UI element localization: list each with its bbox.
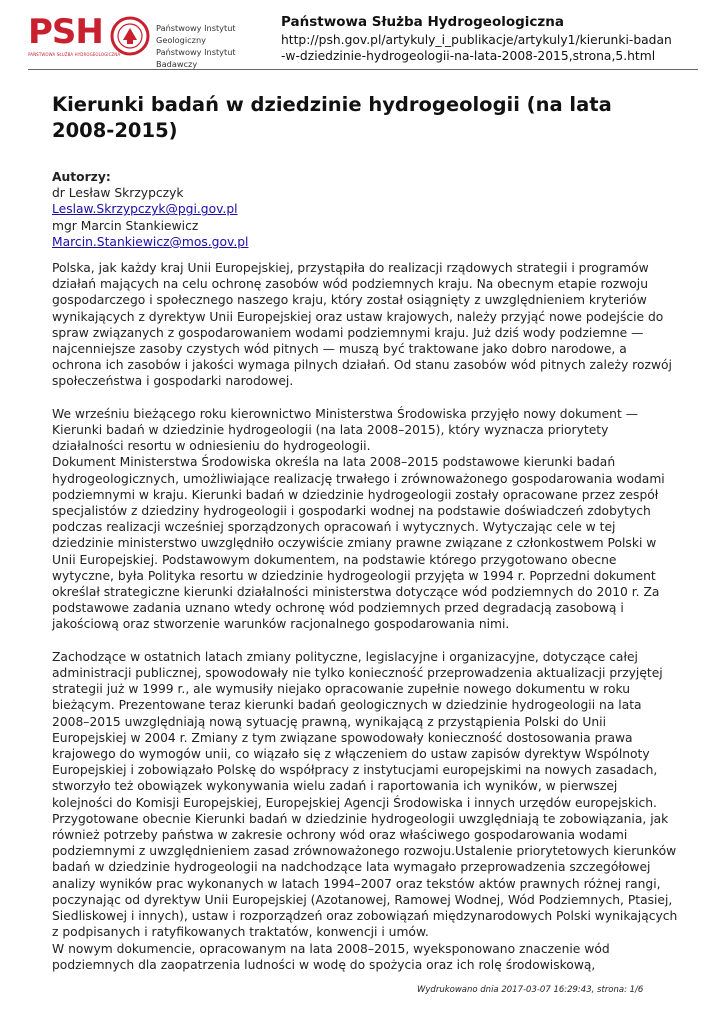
psh-logo[interactable] bbox=[28, 12, 260, 69]
body-line: określał strategiczne kierunki działalności ministerstwa dotyczące wód podziemnych do 2010 r. Za bbox=[52, 585, 660, 600]
body-line: ochrona ich zasobów i jakości wymaga pilnych działań. Od stanu zasobów wód pitnych zależy rozwój bbox=[52, 358, 672, 373]
body-line: gospodarczego i społecznego naszego kraju, który został osiągnięty z uwzględnieniem kryteriów bbox=[52, 293, 647, 308]
body-line: stworzyło też obowiązek wykonywania wielu zadań i raportowania ich wyników, w pierwszej bbox=[52, 779, 618, 794]
body-line: Kierunki badań w dziedzinie hydrogeologii (na lata 2008–2015), który wyznacza priorytety bbox=[52, 423, 609, 438]
institute-name bbox=[156, 22, 260, 70]
body-line: krajowego do wymogów unii, co wiązało się z włączeniem do ustaw zapisów dyrektyw Wspólnoty bbox=[52, 747, 650, 762]
body-line: podstawowe zadania uznano wtedy ochronę wód podziemnych przed degradacją zasobową i bbox=[52, 601, 624, 616]
body-line: działalności resortu w odniesieniu do hydrogeologii. bbox=[52, 439, 371, 454]
url-line-2: -w-dziedzinie-hydrogeologii-na-lata-2008-2015,strona,5.html bbox=[281, 49, 656, 63]
logo-wordmark: PSH bbox=[28, 12, 103, 52]
body-line: administracji publicznej, spowodowały nie tylko konieczność przeprowadzenia aktualizacji przyjętej bbox=[52, 666, 663, 681]
body-line: 2008–2015 uwzględniają nową sytuację prawną, wynikającą z przystąpienia Polski do Unii bbox=[52, 714, 606, 729]
header-divider bbox=[28, 69, 698, 70]
body-line: Europejskiej i zobowiązało Polskę do współpracy z instytucjami europejskimi na nowych zasadach, bbox=[52, 763, 658, 778]
institute-line-1: Państwowy Instytut Geologiczny bbox=[156, 23, 236, 45]
body-line: podczas realizacji wcześniej sporządzonych opracowań i wytycznych. Wytyczając cele w tej bbox=[52, 520, 616, 535]
body-line: wytyczne, była Polityka resortu w dziedzinie hydrogeologii przyjęta w 1994 r. Poprzedni dokument bbox=[52, 568, 656, 583]
body-line: z podpisanych i ratyfikowanych traktatów, konwencji i umów. bbox=[52, 925, 429, 940]
body-line: wynikających z dyrektyw Unii Europejskiej oraz ustaw krajowych, należy przyjąć nowe podejście do bbox=[52, 309, 664, 324]
header-title: Państwowa Służba Hydrogeologiczna bbox=[281, 14, 565, 30]
body-line: Przygotowane obecnie Kierunki badań w dziedzinie hydrogeologii uwzględniają te zobowiązania, jak bbox=[52, 811, 669, 826]
body-line: Unii Europejskiej. Podstawowym dokumentem, na podstawie którego przygotowano obecne bbox=[52, 552, 617, 567]
document-title bbox=[52, 92, 652, 144]
body-line: specjalistów z dziedziny hydrogeologii i gospodarki wodnej na podstawie doświadczeń zdobytych bbox=[52, 504, 651, 519]
authors-block bbox=[52, 169, 248, 250]
body-line: spraw związanych z gospodarowaniem wodami podziemnymi kraju. Już dziś wody podziemne — bbox=[52, 325, 644, 340]
body-line: jakościową oraz stworzenie warunków racjonalnego gospodarowania nimi. bbox=[52, 617, 510, 632]
body-line: najcenniejsze zasoby czystych wód pitnych — muszą być traktowane jako dobro narodowe, a bbox=[52, 342, 627, 357]
body-line: kolejności do Komisji Europejskiej, Europejskiej Agencji Środowiska i innych urzędów europejskich. bbox=[52, 795, 657, 810]
body-line: działań mających na celu ochronę zasobów wód podziemnych kraju. Na obecnym etapie rozwoju bbox=[52, 277, 649, 292]
title-line-2: 2008-2015) bbox=[52, 119, 178, 142]
page-header bbox=[0, 0, 725, 70]
author-1-email-link[interactable]: Leslaw.Skrzypczyk@pgi.gov.pl bbox=[52, 202, 238, 217]
body-line: W nowym dokumencie, opracowanym na lata 2008–2015, wyeksponowano znaczenie wód bbox=[52, 941, 610, 956]
emblem-icon bbox=[110, 16, 150, 56]
author-1-name: dr Lesław Skrzypczyk bbox=[52, 186, 184, 201]
body-line: Siedliskowej i innych), ustaw i rozporządzeń oraz zobowiązań międzynarodowych Polski wynikających bbox=[52, 909, 678, 924]
author-2-name: mgr Marcin Stankiewicz bbox=[52, 218, 199, 233]
author-2-email-link[interactable]: Marcin.Stankiewicz@mos.gov.pl bbox=[52, 234, 249, 249]
authors-label: Autorzy: bbox=[52, 170, 111, 184]
header-url[interactable] bbox=[281, 32, 701, 64]
body-line: podziemnymi w kraju. Kierunki badań w dziedzinie hydrogeologii zostały opracowane przez zespół bbox=[52, 487, 659, 502]
body-line: podziemnych dla zaopatrzenia ludności w wodę do spożycia oraz ich rolę środowiskową, bbox=[52, 957, 596, 972]
body-line: analizy wyników prac wykonanych w latach 1994–2007 oraz tekstów aktów prawnych różnej rangi, bbox=[52, 876, 661, 891]
institute-line-2: Państwowy Instytut Badawczy bbox=[156, 47, 236, 69]
article-body bbox=[52, 260, 682, 973]
title-line-1: Kierunki badań w dziedzinie hydrogeologii (na lata bbox=[52, 93, 612, 116]
body-line: również potrzeby państwa w zakresie ochrony wód oraz właściwego gospodarowania wodami bbox=[52, 828, 628, 843]
body-line: Polska, jak każdy kraj Unii Europejskiej, przystąpiła do realizacji rządowych strategii i programów bbox=[52, 261, 649, 275]
body-line: hydrogeologicznych, umożliwiające realizację trwałego i zrównoważonego gospodarowania wodami bbox=[52, 471, 665, 486]
body-line: bieżącym. Prezentowane teraz kierunki badań geologicznych w dziedzinie hydrogeologii na lata bbox=[52, 698, 642, 713]
body-line: Zachodzące w ostatnich latach zmiany polityczne, legislacyjne i organizacyjne, dotyczące całej bbox=[52, 649, 638, 664]
body-line: Dokument Ministerstwa Środowiska określa na lata 2008–2015 podstawowe kierunki badań bbox=[52, 455, 616, 470]
print-footer: Wydrukowano dnia 2017-03-07 16:29:43, strona: 1/6 bbox=[417, 985, 644, 995]
body-line: strategii już w 1999 r., ale wymusiły niejako opracowanie zupełnie nowego dokumentu w roku bbox=[52, 682, 631, 697]
body-line: We wrześniu bieżącego roku kierownictwo Ministerstwa Środowiska przyjęło nowy dokument — bbox=[52, 406, 638, 421]
body-line: Europejskiej w 2004 r. Zmiany z tym związane spowodowały konieczność dostosowania prawa bbox=[52, 730, 633, 745]
body-line: dziedzinie ministerstwo uwzględniło oczywiście zmiany prawne związane z członkostwem Polski w bbox=[52, 536, 657, 551]
body-line: społeczeństwa i gospodarki narodowej. bbox=[52, 374, 294, 389]
logo-subtext: PAŃSTWOWA SŁUŻBA HYDROGEOLOGICZNA bbox=[28, 52, 121, 57]
body-line: podziemnymi z uwzględnieniem zasad zrównoważonego rozwoju.Ustalenie priorytetowych kierunków bbox=[52, 844, 677, 859]
paragraph-gap bbox=[52, 390, 682, 406]
paragraph-gap bbox=[52, 633, 682, 649]
body-line: poczynając od dyrektyw Unii Europejskiej (Azotanowej, Ramowej Wodnej, Wód Podziemnych, Ptasiej, bbox=[52, 892, 673, 907]
body-line: badań w dziedzinie hydrogeologii na nadchodzące lata wymagało przeprowadzenia szczegółowej bbox=[52, 860, 651, 875]
url-line-1: http://psh.gov.pl/artykuly_i_publikacje/artykuly1/kierunki-badan bbox=[281, 33, 672, 47]
